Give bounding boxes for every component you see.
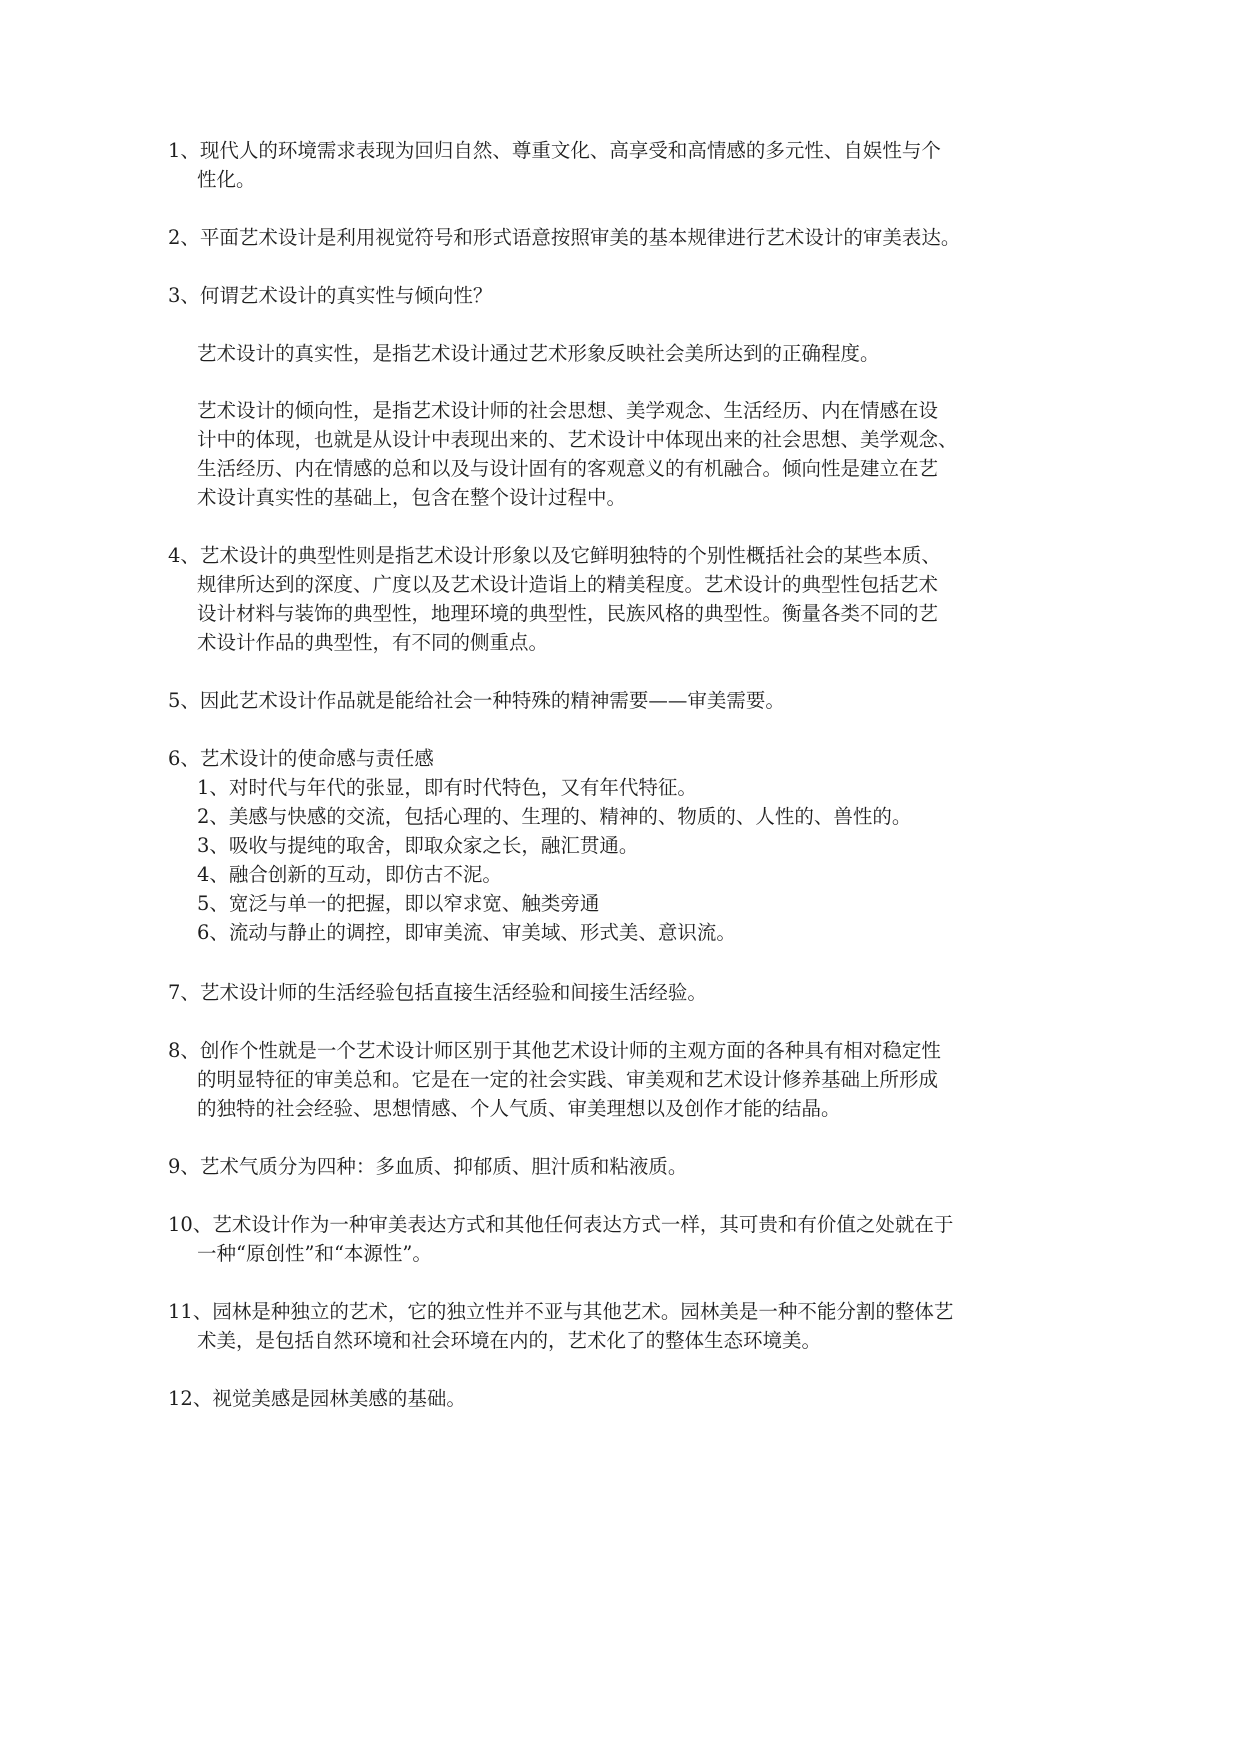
item-text: 艺术设计的典型性则是指艺术设计形象以及它鲜明独特的个别性概括社会的某些本质、 bbox=[199, 544, 941, 567]
sub-item bbox=[168, 802, 911, 831]
item-3-line bbox=[168, 281, 492, 310]
sub-item-text: 融合创新的互动，即仿古不泥。 bbox=[228, 863, 502, 886]
item-1 bbox=[168, 136, 941, 194]
item-5-line bbox=[168, 686, 785, 715]
sub-item-number: 6、 bbox=[197, 921, 229, 944]
item-number: 12、 bbox=[168, 1387, 213, 1410]
item-text: 因此艺术设计作品就是能给社会一种特殊的精神需要——审美需要。 bbox=[199, 689, 785, 712]
sub-item-text: 流动与静止的调控，即审美流、审美域、形式美、意识流。 bbox=[228, 921, 736, 944]
item-number: 9、 bbox=[168, 1155, 200, 1178]
item-8-line bbox=[168, 1036, 941, 1065]
item-2-line bbox=[168, 223, 960, 252]
sub-item-number: 5、 bbox=[197, 892, 229, 915]
sub-item bbox=[168, 889, 911, 918]
item-number: 4、 bbox=[168, 544, 200, 567]
paragraph-line: 术设计真实性的基础上，包含在整个设计过程中。 bbox=[197, 486, 627, 509]
item-12 bbox=[168, 1384, 466, 1413]
item-text: 艺术设计的使命感与责任感 bbox=[199, 747, 434, 770]
item-text: 何谓艺术设计的真实性与倾向性？ bbox=[199, 284, 493, 307]
item-11 bbox=[168, 1297, 953, 1355]
item-6-line bbox=[168, 744, 911, 773]
item-4-line: 设计材料与装饰的典型性，地理环境的典型性，民族风格的典型性。衡量各类不同的艺 bbox=[197, 602, 939, 625]
sub-item bbox=[168, 831, 911, 860]
item-number: 1、 bbox=[168, 139, 200, 162]
sub-item bbox=[168, 860, 911, 889]
item-4-line: 术设计作品的典型性，有不同的侧重点。 bbox=[197, 631, 549, 654]
item-text: 现代人的环境需求表现为回归自然、尊重文化、高享受和高情感的多元性、自娱性与个 bbox=[199, 139, 941, 162]
item-10 bbox=[168, 1210, 953, 1268]
item-8 bbox=[168, 1036, 941, 1123]
sub-item-number: 2、 bbox=[197, 805, 229, 828]
paragraph-line: 艺术设计的真实性，是指艺术设计通过艺术形象反映社会美所达到的正确程度。 bbox=[197, 342, 880, 365]
item-text: 艺术设计作为一种审美表达方式和其他任何表达方式一样，其可贵和有价值之处就在于 bbox=[212, 1213, 954, 1236]
sub-item-number: 4、 bbox=[197, 863, 229, 886]
item-number: 6、 bbox=[168, 747, 200, 770]
item-3-paragraph-tendency bbox=[197, 396, 958, 512]
item-number: 8、 bbox=[168, 1039, 200, 1062]
sub-item-text: 宽泛与单一的把握，即以窄求宽、触类旁通 bbox=[228, 892, 600, 915]
item-text: 视觉美感是园林美感的基础。 bbox=[212, 1387, 466, 1410]
item-8-line: 的明显特征的审美总和。它是在一定的社会实践、审美观和艺术设计修养基础上所形成 bbox=[197, 1068, 939, 1091]
item-text: 艺术气质分为四种：多血质、抑郁质、胆汁质和粘液质。 bbox=[199, 1155, 688, 1178]
item-11-line: 术美，是包括自然环境和社会环境在内的，艺术化了的整体生态环境美。 bbox=[197, 1329, 822, 1352]
item-12-line bbox=[168, 1384, 466, 1413]
paragraph-line: 生活经历、内在情感的总和以及与设计固有的客观意义的有机融合。倾向性是建立在艺 bbox=[197, 457, 939, 480]
sub-item-number: 1、 bbox=[197, 776, 229, 799]
item-text: 园林是种独立的艺术，它的独立性并不亚与其他艺术。园林美是一种不能分割的整体艺 bbox=[212, 1300, 954, 1323]
sub-item bbox=[168, 773, 911, 802]
item-1-line bbox=[168, 136, 941, 165]
item-number: 3、 bbox=[168, 284, 200, 307]
item-3 bbox=[168, 281, 492, 310]
item-10-line: 一种“原创性”和“本源性”。 bbox=[197, 1242, 432, 1265]
item-number: 7、 bbox=[168, 981, 200, 1004]
item-7-line bbox=[168, 978, 707, 1007]
item-6 bbox=[168, 744, 911, 947]
item-9 bbox=[168, 1152, 687, 1181]
item-number: 2、 bbox=[168, 226, 200, 249]
item-11-line bbox=[168, 1297, 953, 1326]
paragraph-line: 计中的体现，也就是从设计中表现出来的、艺术设计中体现出来的社会思想、美学观念、 bbox=[197, 428, 958, 451]
item-number: 5、 bbox=[168, 689, 200, 712]
item-text: 平面艺术设计是利用视觉符号和形式语意按照审美的基本规律进行艺术设计的审美表达。 bbox=[199, 226, 961, 249]
item-number: 11、 bbox=[168, 1300, 213, 1323]
sub-item-text: 对时代与年代的张显，即有时代特色，又有年代特征。 bbox=[228, 776, 697, 799]
sub-item bbox=[168, 918, 911, 947]
item-4-line: 规律所达到的深度、广度以及艺术设计造诣上的精美程度。艺术设计的典型性包括艺术 bbox=[197, 573, 939, 596]
item-8-line: 的独特的社会经验、思想情感、个人气质、审美理想以及创作才能的结晶。 bbox=[197, 1097, 841, 1120]
item-number: 10、 bbox=[168, 1213, 213, 1236]
paragraph-line: 艺术设计的倾向性，是指艺术设计师的社会思想、美学观念、生活经历、内在情感在设 bbox=[197, 399, 939, 422]
item-4 bbox=[168, 541, 941, 657]
item-text: 艺术设计师的生活经验包括直接生活经验和间接生活经验。 bbox=[199, 981, 707, 1004]
item-9-line bbox=[168, 1152, 687, 1181]
sub-item-number: 3、 bbox=[197, 834, 229, 857]
sub-item-text: 吸收与提纯的取舍，即取众家之长，融汇贯通。 bbox=[228, 834, 639, 857]
item-3-paragraph-truthfulness bbox=[197, 339, 880, 368]
sub-item-text: 美感与快感的交流，包括心理的、生理的、精神的、物质的、人性的、兽性的。 bbox=[228, 805, 912, 828]
item-text: 创作个性就是一个艺术设计师区别于其他艺术设计师的主观方面的各种具有相对稳定性 bbox=[199, 1039, 941, 1062]
item-4-line bbox=[168, 541, 941, 570]
item-1-line: 性化。 bbox=[197, 168, 256, 191]
item-2 bbox=[168, 223, 960, 252]
item-5 bbox=[168, 686, 785, 715]
item-7 bbox=[168, 978, 707, 1007]
item-10-line bbox=[168, 1210, 953, 1239]
